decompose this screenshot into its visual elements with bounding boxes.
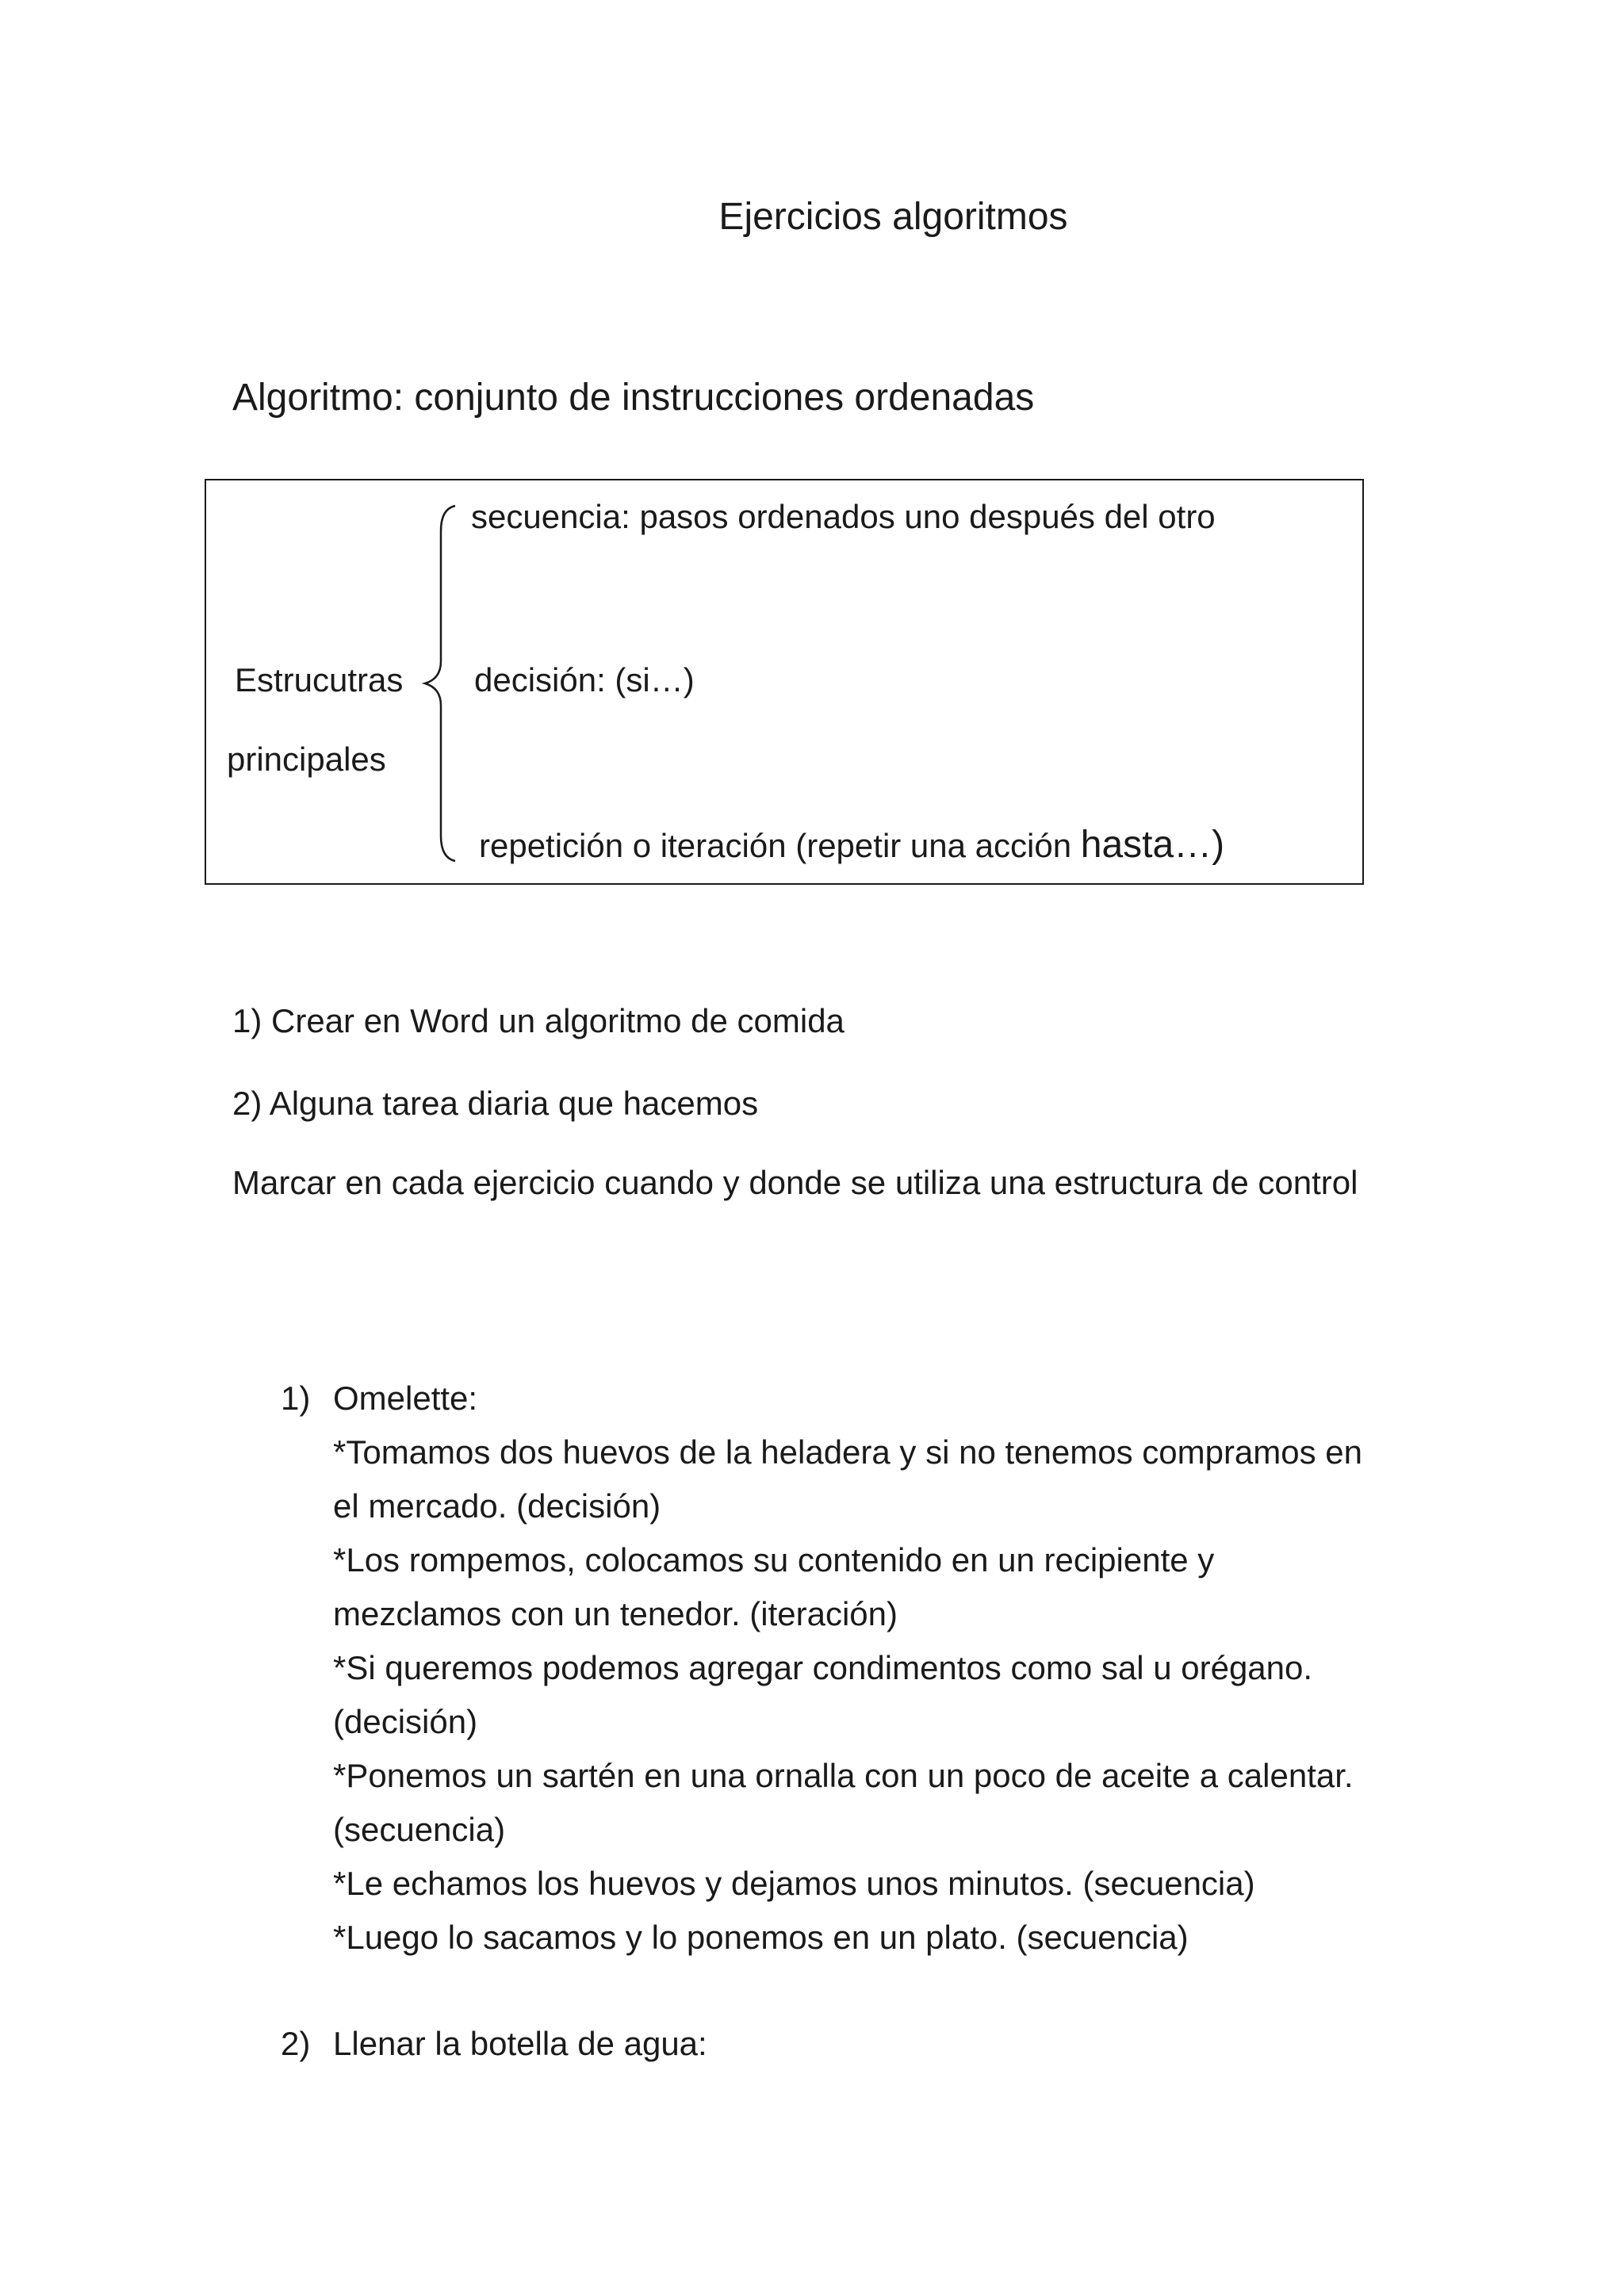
structures-label-line1: Estrucutras — [235, 661, 404, 698]
structures-label-line2: principales — [227, 740, 386, 778]
answer-number: 1) — [281, 1380, 311, 1417]
task-item-1: 1) Crear en Word un algoritmo de comida — [232, 1002, 845, 1039]
structures-box — [205, 479, 1364, 885]
structure-sequence: secuencia: pasos ordenados uno después del otro — [471, 498, 1216, 535]
answer-step: *Luego lo sacamos y lo ponemos en un plato. (secuencia) — [333, 1919, 1189, 1956]
task-list — [232, 994, 1382, 1238]
structure-repetition-suffix: hasta…) — [1080, 824, 1225, 866]
curly-brace-icon — [417, 503, 465, 864]
answer-item-omelette — [281, 1372, 1391, 1965]
answer-step: *Le echamos los huevos y dejamos unos minutos. (secuencia) — [333, 1865, 1255, 1902]
answer-number: 2) — [281, 2025, 311, 2062]
algorithm-definition: Algoritmo: conjunto de instrucciones ordenadas — [232, 377, 1035, 419]
document-title: Ejercicios algoritmos — [718, 196, 1068, 238]
answer-step: *Los rompemos, colocamos su contenido en un recipiente y mezclamos con un tenedor. (iteración) — [333, 1541, 1215, 1632]
answer-heading: Omelette: — [333, 1380, 478, 1417]
structure-decision: decisión: (si…) — [474, 661, 695, 698]
answer-step: *Ponemos un sartén en una ornalla con un poco de aceite a calentar. (secuencia) — [333, 1757, 1354, 1848]
answer-item-water-bottle — [281, 2017, 1391, 2071]
answers-list — [281, 1372, 1391, 2071]
task-instruction: Marcar en cada ejercicio cuando y donde se utiliza una estructura de control — [232, 1164, 1358, 1201]
structure-repetition-prefix: repetición o iteración (repetir una acción — [479, 827, 1081, 864]
answer-step: *Si queremos podemos agregar condimentos como sal u orégano. (decisión) — [333, 1649, 1313, 1740]
answer-step: *Tomamos dos huevos de la heladera y si no tenemos compramos en el mercado. (decisión) — [333, 1433, 1363, 1525]
answer-heading: Llenar la botella de agua: — [333, 2025, 707, 2062]
task-item-2: 2) Alguna tarea diaria que hacemos — [232, 1085, 759, 1122]
structure-repetition — [479, 825, 1224, 867]
